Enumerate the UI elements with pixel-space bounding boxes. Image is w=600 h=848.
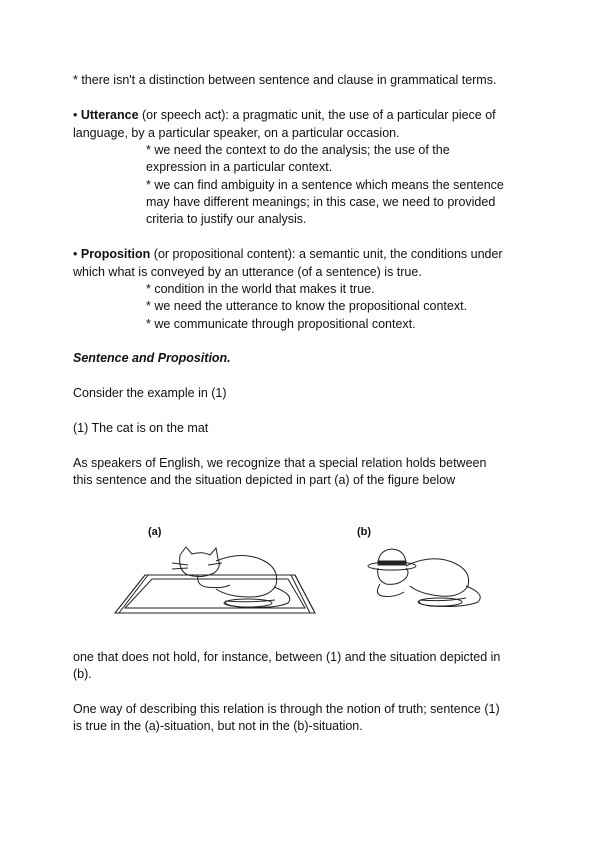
section-heading: Sentence and Proposition. xyxy=(73,351,231,365)
proposition-definition-line1 xyxy=(73,245,503,263)
cat-tail-curl xyxy=(418,598,462,606)
proposition-note2: * we need the utterance to know the propositional context. xyxy=(146,299,468,313)
figure-label-a: (a) xyxy=(148,526,162,538)
utterance-note2-cont: may have different meanings; in this case, we need to provided xyxy=(146,195,496,209)
figure-label-b: (b) xyxy=(357,526,372,538)
proposition-note1: * condition in the world that makes it true. xyxy=(146,282,375,296)
cat-whiskers xyxy=(172,563,222,569)
bullet: • xyxy=(73,247,81,261)
after-figure-line1: one that does not hold, for instance, between (1) and the situation depicted in xyxy=(73,650,501,664)
utterance-note2-cont2: criteria to justify our analysis. xyxy=(146,212,307,226)
utterance-definition-line1 xyxy=(73,106,496,124)
mat-inner xyxy=(125,579,305,608)
mat-right-edge xyxy=(291,575,315,613)
truth-line2: is true in the (a)-situation, but not in the (b)-situation. xyxy=(73,719,363,733)
after-figure-line2: (b). xyxy=(73,667,92,681)
truth-line1: One way of describing this relation is through the notion of truth; sentence (1) xyxy=(73,702,500,716)
cat-tail-curl xyxy=(224,599,272,607)
mat-outline xyxy=(115,575,315,613)
cat-body xyxy=(216,555,277,597)
figure-a-cat-on-mat xyxy=(110,545,320,620)
utterance-definition-line2: language, by a particular speaker, on a particular occasion. xyxy=(73,126,400,140)
mat-left-edge xyxy=(115,575,148,613)
speakers-line2: this sentence and the situation depicted in part (a) of the figure below xyxy=(73,473,456,487)
cat-body xyxy=(406,559,469,596)
utterance-def: (or speech act): a pragmatic unit, the use of a particular piece of xyxy=(138,108,496,122)
proposition-note3: * we communicate through propositional context. xyxy=(146,317,416,331)
example-sentence: (1) The cat is on the mat xyxy=(73,421,209,435)
note-sentence-clause: * there isn't a distinction between sentence and clause in grammatical terms. xyxy=(73,73,497,87)
speakers-line1: As speakers of English, we recognize that a special relation holds between xyxy=(73,456,487,470)
utterance-note2: * we can find ambiguity in a sentence which means the sentence xyxy=(146,178,504,192)
cat-tail xyxy=(225,587,289,608)
bullet: • xyxy=(73,108,81,122)
hat-band xyxy=(378,561,406,565)
proposition-definition-line2: which what is conveyed by an utterance (of a sentence) is true. xyxy=(73,265,422,279)
utterance-term: Utterance xyxy=(80,108,139,122)
cat-paws xyxy=(377,584,404,597)
utterance-note1-cont: expression in a particular context. xyxy=(146,160,333,174)
figure-b-cat-with-hat xyxy=(360,540,500,610)
cat-head xyxy=(180,547,220,577)
utterance-note1: * we need the context to do the analysis; the use of the xyxy=(146,143,450,157)
proposition-def: (or propositional content): a semantic unit, the conditions under xyxy=(150,247,503,261)
consider-text: Consider the example in (1) xyxy=(73,386,227,400)
proposition-term: Proposition xyxy=(80,247,151,261)
